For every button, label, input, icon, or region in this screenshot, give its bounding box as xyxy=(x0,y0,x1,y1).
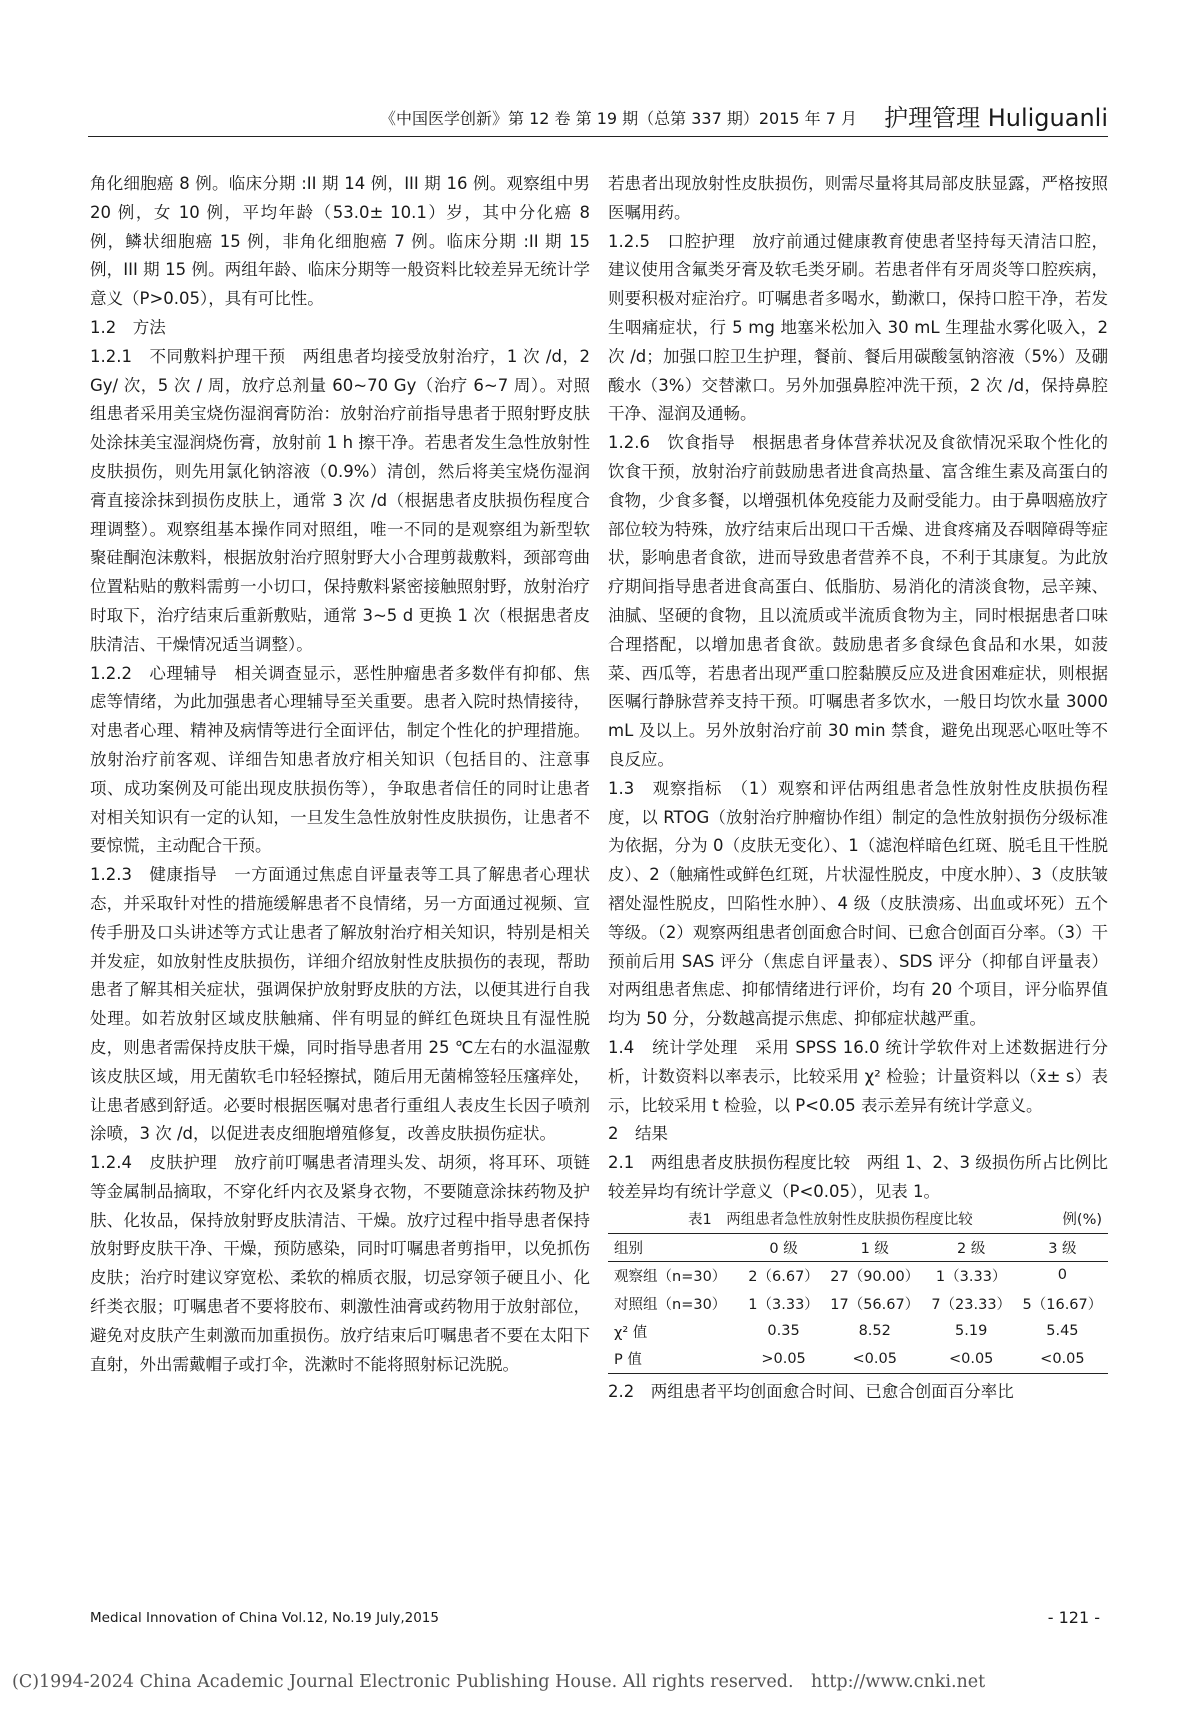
table-header: 2 级 xyxy=(957,1240,986,1257)
table-caption xyxy=(608,1209,1108,1231)
table-header: 1 级 xyxy=(860,1240,889,1257)
table-title: 表1 两组患者急性放射性皮肤损伤程度比较 xyxy=(688,1211,973,1228)
paragraph: 1.2.3 健康指导 一方面通过焦虑自评量表等工具了解患者心理状态，并采取针对性的措施缓解患者不良情绪，另一方面通过视频、宣传手册及口头讲述等方式让患者了解放射治疗相关知识，特别是相关并发症，如放射性皮肤损伤，详细介绍放射性皮肤损伤的表现，帮助患者了解其相关症状，强调保护放射野皮肤的方法，以便其进行自我处理。如若放射区域皮肤触痛、伴有明显的鲜红色斑块且有湿性脱皮，则患者需保持皮肤干燥，同时指导患者用 25 ℃左右的水温湿敷该皮肤区域，用无菌软毛巾轻轻擦拭，随后用无菌棉签轻压瘙痒处，让患者感到舒适。必要时根据医嘱对患者行重组人表皮生长因子喷剂涂喷，3 次 /d，以促进表皮细胞增殖修复，改善皮肤损伤症状。 xyxy=(90,865,590,1144)
table-row xyxy=(608,1261,1108,1289)
left-column xyxy=(90,170,590,1379)
table-cell: 17（56.67） xyxy=(830,1296,920,1313)
section-heading: 2 结果 xyxy=(608,1124,668,1144)
footer-journal: Medical Innovation of China Vol.12, No.19 July,2015 xyxy=(90,1610,439,1626)
section-title: 护理管理 Huliguanli xyxy=(884,104,1108,132)
table-cell: 8.52 xyxy=(858,1323,891,1340)
paragraph: 1.2.5 口腔护理 放疗前通过健康教育使患者坚持每天清洁口腔，建议使用含氟类牙膏及软毛类牙刷。若患者伴有牙周炎等口腔疾病，则要积极对症治疗。叮嘱患者多喝水，勤漱口，保持口腔干净，若发生咽痛症状，行 5 mg 地塞米松加入 30 mL 生理盐水雾化吸入，2 次 /d；加强口腔卫生护理，餐前、餐后用碳酸氢钠溶液（5%）及硼酸水（3%）交替漱口。另外加强鼻腔冲洗干预，2 次 /d，保持鼻腔干净、湿润及通畅。 xyxy=(608,231,1108,424)
table-cell: 27（90.00） xyxy=(830,1268,920,1285)
table-cell: 1（3.33） xyxy=(748,1296,819,1313)
table-row xyxy=(608,1289,1108,1317)
table-unit: 例(%) xyxy=(1062,1211,1102,1228)
table-cell: 对照组（n=30） xyxy=(614,1296,727,1313)
paragraph: 2.2 两组患者平均创面愈合时间、已愈合创面百分率比 xyxy=(608,1381,1014,1401)
paragraph: 2.1 两组患者皮肤损伤程度比较 两组 1、2、3 级损伤所占比例比较差异均有统计学意义（P<0.05），见表 1。 xyxy=(608,1153,1108,1201)
page-number: - 121 - xyxy=(1047,1608,1100,1627)
table-cell: 1（3.33） xyxy=(935,1268,1007,1285)
paragraph: 1.3 观察指标 （1）观察和评估两组患者急性放射性皮肤损伤程度，以 RTOG（放射治疗肿瘤协作组）制定的急性放射损伤分级标准为依据，分为 0（皮肤无变化）、1（滤泡样暗色红斑、脱毛且干性脱皮）、2（触痛性或鲜色红斑，片状湿性脱皮，中度水肿）、3（皮肤皱褶处湿性脱皮，凹陷性水肿）、4 级（皮肤溃疡、出血或坏死）五个等级。（2）观察两组患者创面愈合时间、已愈合创面百分率。（3）干预前后用 SAS 评分（焦虑自评量表）、SDS 评分（抑郁自评量表）对两组患者焦虑、抑郁情绪进行评价，均有 20 个项目，评分临界值均为 50 分，分数越高提示焦虑、抑郁症状越严重。 xyxy=(608,778,1108,1029)
table-header: 3 级 xyxy=(1048,1240,1077,1257)
section-heading: 1.2 方法 xyxy=(90,317,166,337)
copyright-notice: (C)1994-2024 China Academic Journal Electronic Publishing House. All rights reserved. http://www.cnki.net xyxy=(12,1672,986,1692)
paragraph: 1.2.2 心理辅导 相关调查显示，恶性肿瘤患者多数伴有抑郁、焦虑等情绪，为此加强患者心理辅导至关重要。患者入院时热情接待，对患者心理、精神及病情等进行全面评估，制定个性化的护理措施。放射治疗前客观、详细告知患者放疗相关知识（包括目的、注意事项、成功案例及可能出现皮肤损伤等），争取患者信任的同时让患者对相关知识有一定的认知，一旦发生急性放射性皮肤损伤，让患者不要惊慌，主动配合干预。 xyxy=(90,663,590,856)
table-cell: <0.05 xyxy=(948,1350,994,1367)
paragraph: 1.2.4 皮肤护理 放疗前叮嘱患者清理头发、胡须，将耳环、项链等金属制品摘取，不穿化纤内衣及紧身衣物，不要随意涂抹药物及护肤、化妆品，保持放射野皮肤清洁、干燥。放疗过程中指导患者保持放射野皮肤干净、干燥，预防感染，同时叮嘱患者剪指甲，以免抓伤皮肤；治疗时建议穿宽松、柔软的棉质衣服，切忌穿领子硬且小、化纤类衣服；叮嘱患者不要将胶布、刺激性油膏或药物用于放射部位，避免对皮肤产生刺激而加重损伤。放疗结束后叮嘱患者不要在太阳下直射，外出需戴帽子或打伞，洗漱时不能将照射标记洗脱。 xyxy=(90,1153,590,1374)
table-row xyxy=(608,1345,1108,1373)
table-cell: 7（23.33） xyxy=(931,1296,1012,1313)
header-rule xyxy=(88,136,1108,137)
paragraph: 若患者出现放射性皮肤损伤，则需尽量将其局部皮肤显露，严格按照医嘱用药。 xyxy=(608,174,1108,222)
table-cell: 0 xyxy=(1057,1267,1067,1284)
table-cell: <0.05 xyxy=(852,1350,897,1367)
table-cell: 观察组（n=30） xyxy=(614,1268,727,1285)
right-column xyxy=(608,170,1108,1406)
paragraph: 1.2.1 不同敷料护理干预 两组患者均接受放射治疗，1 次 /d，2 Gy/ 次，5 次 / 周，放疗总剂量 60~70 Gy（治疗 6~7 周）。对照组患者采用美宝烧伤湿润膏防治：放射治疗前指导患者于照射野皮肤处涂抹美宝湿润烧伤膏，放射前 1 h 擦干净。若患者发生急性放射性皮肤损伤，则先用氯化钠溶液（0.9%）清创，然后将美宝烧伤湿润膏直接涂抹到损伤皮肤上，通常 3 次 /d（根据患者皮肤损伤程度合理调整）。观察组基本操作同对照组，唯一不同的是观察组为新型软聚硅酮泡沫敷料，根据放射治疗照射野大小合理剪裁敷料，颈部弯曲位置粘贴的敷料需剪一小切口，保持敷料紧密接触照射野，放射治疗时取下，治疗结束后重新敷贴，通常 3~5 d 更换 1 次（根据患者皮肤清洁、干燥情况适当调整）。 xyxy=(90,346,590,654)
table-cell: 0.35 xyxy=(767,1323,800,1340)
table-cell: 5.45 xyxy=(1046,1323,1079,1340)
paragraph: 1.4 统计学处理 采用 SPSS 16.0 统计学软件对上述数据进行分析，计数资料以率表示，比较采用 χ² 检验；计量资料以（x̄± s）表示，比较采用 t 检验，以 P<0.05 表示差异有统计学意义。 xyxy=(608,1037,1108,1115)
journal-info: 《中国医学创新》第 12 卷 第 19 期（总第 337 期）2015 年 7 月 xyxy=(380,109,858,128)
table-header-row xyxy=(608,1233,1108,1261)
paragraph: 角化细胞癌 8 例。临床分期 :II 期 14 例，III 期 16 例。观察组中男 20 例，女 10 例，平均年龄（53.0± 10.1）岁，其中分化癌 8 例，鳞状细胞癌 15 例，非角化细胞癌 7 例。临床分期 :II 期 15 例，III 期 15 例。两组年龄、临床分期等一般资料比较差异无统计学意义（P>0.05），具有可比性。 xyxy=(90,174,590,309)
table-header: 0 级 xyxy=(769,1240,798,1257)
table-header: 组别 xyxy=(614,1240,643,1257)
results-table xyxy=(608,1233,1108,1374)
table-cell: 2（6.67） xyxy=(748,1268,819,1285)
table-cell: χ² 值 xyxy=(614,1324,648,1341)
page-header xyxy=(88,96,1108,140)
page-footer xyxy=(90,1602,1100,1642)
table-cell: 5.19 xyxy=(955,1323,988,1340)
table-row xyxy=(608,1317,1108,1345)
table-cell: P 值 xyxy=(614,1352,642,1369)
table-cell: >0.05 xyxy=(761,1350,806,1367)
table-cell: 5（16.67） xyxy=(1022,1296,1103,1313)
table-cell: <0.05 xyxy=(1040,1350,1085,1367)
paragraph: 1.2.6 饮食指导 根据患者身体营养状况及食欲情况采取个性化的饮食干预，放射治疗前鼓励患者进食高热量、富含维生素及高蛋白的食物，少食多餐，以增强机体免疫能力及耐受能力。由于鼻咽癌放疗部位较为特殊，放疗结束后出现口干舌燥、进食疼痛及吞咽障碍等症状，影响患者食欲，进而导致患者营养不良，不利于其康复。为此放疗期间指导患者进食高蛋白、低脂肪、易消化的清淡食物，忌辛辣、油腻、坚硬的食物，且以流质或半流质食物为主，同时根据患者口味合理搭配，以增加患者食欲。鼓励患者多食绿色食品和水果，如菠菜、西瓜等，若患者出现严重口腔黏膜反应及进食困难症状，则根据医嘱行静脉营养支持干预。叮嘱患者多饮水，一般日均饮水量 3000 mL 及以上。另外放射治疗前 30 min 禁食，避免出现恶心呕吐等不良反应。 xyxy=(608,433,1108,769)
